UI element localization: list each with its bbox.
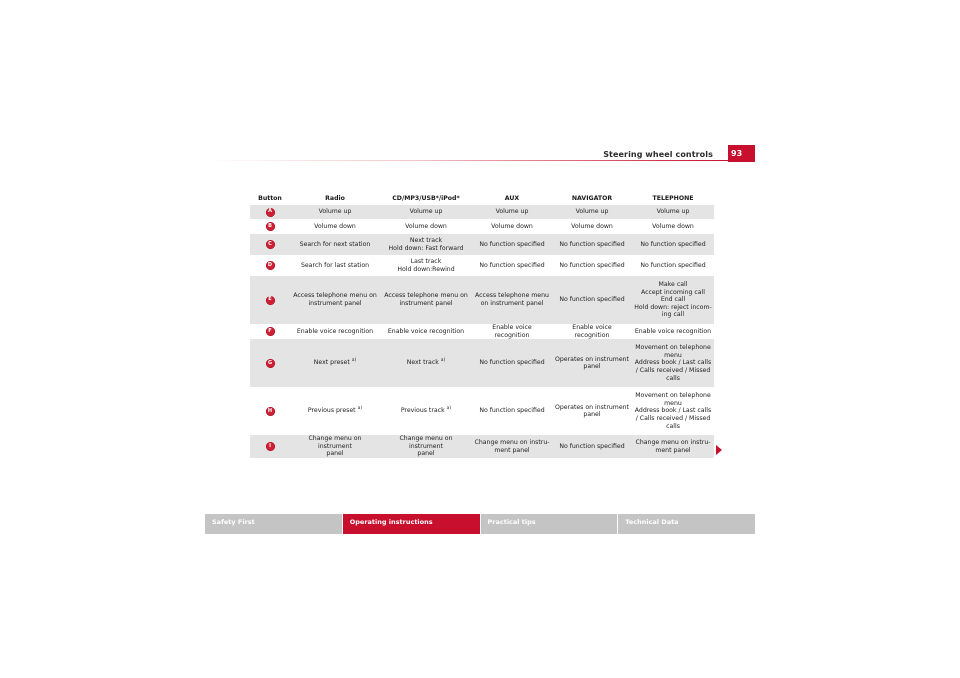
marker-badge: F [266, 327, 275, 336]
table-row [250, 387, 714, 435]
table-cell: Volume up [380, 205, 472, 219]
table-cell: Volume down [380, 219, 472, 234]
table-cell: Enable voice recognition [632, 324, 714, 339]
table-cell: Movement on telephone menu Address book / Last calls / Calls received / Missed calls [632, 387, 714, 435]
table-cell: Enable voice recognition [552, 324, 632, 339]
marker-badge: D [266, 261, 275, 270]
table-cell: Change menu on instru- ment panel [472, 435, 552, 458]
button-marker-cell [250, 276, 290, 324]
continue-arrow-icon [716, 445, 722, 455]
table-cell: Next track Hold down: Fast forward [380, 234, 472, 255]
button-marker-cell [250, 255, 290, 276]
table-cell: Enable voice recognition [290, 324, 380, 339]
cell-text: Previous track [400, 407, 445, 415]
footer-tab-operating-instructions[interactable]: Operating instructions [343, 514, 480, 534]
table-row [250, 339, 714, 387]
marker-badge: G [266, 359, 275, 368]
table-cell: Volume down [632, 219, 714, 234]
table-row [250, 234, 714, 255]
footer-tab-technical-data[interactable]: Technical Data [618, 514, 755, 534]
table-cell: Operates on instrument panel [552, 387, 632, 435]
button-marker-cell [250, 339, 290, 387]
footnote-marker: a) [446, 406, 452, 412]
table-cell: Enable voice recognition [472, 324, 552, 339]
button-marker-cell [250, 219, 290, 234]
table-cell: Make call Accept incoming call End call Hold down: reject incom- ing call [632, 276, 714, 324]
table-cell: Volume up [290, 205, 380, 219]
marker-badge: I [266, 442, 275, 451]
marker-badge: C [266, 240, 275, 249]
table-cell: Access telephone menu on instrument panel [380, 276, 472, 324]
table-cell: No function specified [472, 339, 552, 387]
cell-text: Next preset [313, 359, 350, 367]
footnote-marker: a) [357, 406, 363, 412]
table-cell: No function specified [632, 234, 714, 255]
table-cell: Movement on telephone menu Address book / Last calls / Calls received / Missed calls [632, 339, 714, 387]
column-header-button: Button [250, 193, 290, 205]
column-header-telephone: TELEPHONE [632, 193, 714, 205]
table-cell: No function specified [552, 435, 632, 458]
table-row [250, 205, 714, 219]
table-row [250, 255, 714, 276]
table-cell: Volume up [552, 205, 632, 219]
table-cell: No function specified [472, 234, 552, 255]
table-row [250, 324, 714, 339]
footnote-marker: a) [351, 358, 357, 364]
marker-badge: B [266, 222, 275, 231]
table-cell: Change menu on instrument panel [290, 435, 380, 458]
button-marker-cell [250, 234, 290, 255]
table-cell: Search for next station [290, 234, 380, 255]
column-header-aux: AUX [472, 193, 552, 205]
table-cell: Access telephone menu on instrument panel [290, 276, 380, 324]
table-cell: Change menu on instru- ment panel [632, 435, 714, 458]
table-cell: Volume down [290, 219, 380, 234]
table-cell: No function specified [552, 234, 632, 255]
table-cell: No function specified [632, 255, 714, 276]
table-cell: No function specified [472, 255, 552, 276]
column-header-radio: Radio [290, 193, 380, 205]
table-row [250, 219, 714, 234]
footer-tab-safety-first[interactable]: Safety First [205, 514, 342, 534]
table-cell: Volume up [472, 205, 552, 219]
marker-badge: A [266, 208, 275, 217]
table-cell: No function specified [552, 255, 632, 276]
column-header-navigator: NAVIGATOR [552, 193, 632, 205]
footer-tab-practical-tips[interactable]: Practical tips [481, 514, 618, 534]
footnote-marker: a) [440, 358, 446, 364]
cell-text: Previous preset [307, 407, 356, 415]
header-rule [205, 160, 728, 161]
table-cell: Volume down [472, 219, 552, 234]
table-cell: No function specified [552, 276, 632, 324]
table-cell [290, 339, 380, 387]
table-cell: Enable voice recognition [380, 324, 472, 339]
section-title: Steering wheel controls [603, 150, 713, 159]
table-cell: Operates on instrument panel [552, 339, 632, 387]
button-marker-cell [250, 387, 290, 435]
table-cell: Change menu on instrument panel [380, 435, 472, 458]
button-marker-cell [250, 205, 290, 219]
column-header-cd: CD/MP3/USB*/iPod* [380, 193, 472, 205]
page-number: 93 [728, 145, 755, 162]
table-cell [290, 387, 380, 435]
table-cell: Volume up [632, 205, 714, 219]
marker-badge: H [266, 407, 275, 416]
table-cell: Last track Hold down:Rewind [380, 255, 472, 276]
table-row [250, 276, 714, 324]
table-cell [380, 339, 472, 387]
table-cell: Volume down [552, 219, 632, 234]
steering-controls-table [250, 193, 714, 458]
table-header-row [250, 193, 714, 205]
footer-nav [205, 514, 755, 534]
marker-badge: E [266, 296, 275, 305]
cell-text: Next track [406, 359, 439, 367]
table-cell: Access telephone menu on instrument panel [472, 276, 552, 324]
table-cell [380, 387, 472, 435]
button-marker-cell [250, 324, 290, 339]
table-cell: No function specified [472, 387, 552, 435]
table-cell: Search for last station [290, 255, 380, 276]
button-marker-cell [250, 435, 290, 458]
table-row [250, 435, 714, 458]
